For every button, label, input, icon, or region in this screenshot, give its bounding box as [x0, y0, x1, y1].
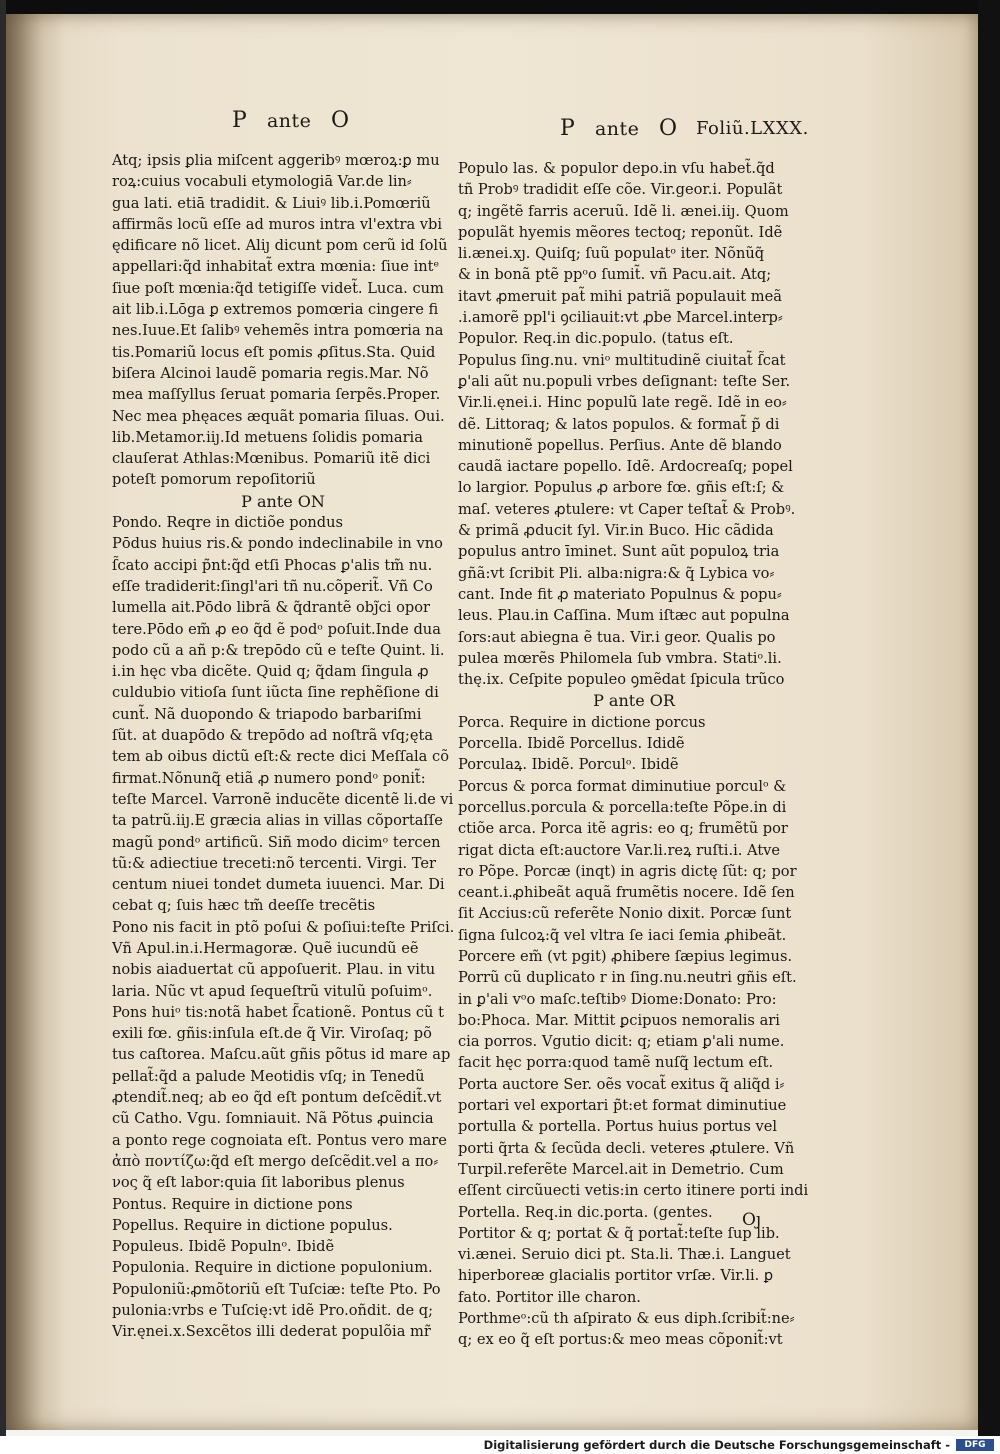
header-left-word: ante: [266, 110, 312, 132]
text-line: portari vel exportari p̃t:et format diminutiue: [458, 1097, 787, 1115]
header-right-letter: P: [560, 116, 576, 141]
text-line: Nec mea phęaces æquãt pomaria ſiluas. Oui.: [112, 407, 445, 425]
footer-credit: Digitalisierung gefördert durch die Deutsche Forschungsgemeinschaft -: [483, 1438, 950, 1452]
text-line: culdubio vitioſa ſunt iũcta ſine rephẽſione di: [112, 684, 439, 702]
text-line: pellat̃:q̃d a palude Meotidis vſq; in Tenedũ: [112, 1067, 425, 1085]
text-line: Porcus & porca format diminutiue porculᵒ &: [458, 777, 787, 795]
text-line: .i.amorẽ ppl'i ꝯciliauit:vt ꝓbe Marcel.interp⸗: [458, 309, 783, 327]
text-line: tem ab oibus dictũ eſt:& recte dici Meſſala cõ: [112, 748, 449, 766]
text-line: ſigna ſulcoꝝ:q̃ vel vltra ſe iaci ſemia ꝓhibeãt.: [458, 926, 787, 944]
text-line: i.in hęc vba dicẽte. Quid q; q̃dam ſingula ꝓ: [112, 663, 429, 681]
text-line: & primã ꝓducit ſyl. Vir.in Buco. Hic cãdida: [458, 522, 774, 540]
text-line: Popellus. Require in dictione populus.: [112, 1216, 393, 1234]
text-line: ꝑ'ali aũt nu.populi vrbes deſignant: teſte Ser.: [458, 372, 791, 390]
text-line: lumella ait.Pōdo librã & q̃drantẽ obȷ̃ci opor: [112, 599, 431, 617]
text-line: nes.Iuue.Et ſalibꝰ vehemẽs intra pomœria na: [112, 322, 444, 340]
header-right-letter2: O: [659, 116, 678, 141]
text-line: ceant.i.ꝓhibeãt aquã frumẽtis nocere. Idẽ ſen: [458, 884, 795, 902]
text-line: affirmãs locũ eſſe ad muros intra vl'extra vbi: [112, 215, 443, 233]
text-line: eſſent circũuecti vetis:in certo itinere porti indi: [458, 1182, 809, 1200]
header-right: [560, 116, 678, 141]
text-line: hiperboreæ glacialis portitor vrſæ. Vir.li. ꝑ: [458, 1267, 774, 1285]
text-line: podo cũ a añ p:& trepōdo cũ e teſte Quint. li.: [112, 641, 445, 659]
text-line: q; ingẽtẽ farris aceruũ. Idẽ li. ænei.iiȷ. Quom: [458, 202, 789, 220]
text-line: q; ex eo q̃ eſt portus:& meo meas cõponit̃:vt: [458, 1331, 783, 1349]
text-line: thę.ix. Ceſpite populeo ꝯmẽdat ſpicula trũco: [458, 671, 785, 689]
page-gutter-shadow: [6, 14, 66, 1430]
text-line: cia porros. Vgutio dicit: q; etiam ꝑ'ali nume.: [458, 1033, 785, 1051]
text-line: caudã iactare popello. Idẽ. Ardocreaſq; popel: [458, 458, 793, 476]
text-line: tñ Probꝰ tradidit eſſe cõe. Vir.geor.i. Populãt: [458, 181, 783, 199]
text-line: & in bonã ptẽ ppᵒo ſumit̃. vñ Pacu.ait. Atq;: [458, 266, 772, 284]
text-line: Vñ Apul.in.i.Hermagoræ. Quẽ iucundũ eẽ: [112, 939, 419, 957]
text-line: Portitor & q; portat & q̃ portat̃:teſte ſup lib.: [458, 1224, 780, 1242]
header-right-word: ante: [594, 118, 640, 140]
text-line: ctiõe arca. Porca itẽ agris: eo q; frumẽtũ por: [458, 820, 788, 838]
text-line: bo:Phoca. Mar. Mittit ꝑcipuos nemoralis ari: [458, 1011, 780, 1029]
text-line: lib.Metamor.iiȷ.Id metuens ſolidis pomaria: [112, 428, 423, 446]
text-line: ſiue poſt mœnia:q̃d tetigiſſe videt̃. Luca. cum: [112, 279, 444, 297]
text-line: exili fœ. gñis:inſula eſt.de q̃ Vir. Viroſaq; põ: [112, 1025, 432, 1043]
text-line: Porta auctore Ser. oẽs vocat̃ exitus q̃ aliq̃d i⸗: [458, 1075, 785, 1093]
text-line: tũ:& adiectiue treceti:nõ tercenti. Virgi. Ter: [112, 854, 437, 872]
text-line: li.ænei.xȷ. Quiſq; ſuũ populatᵒ iter. Nõnũq̃: [458, 245, 765, 263]
text-line: itavt ꝓmeruit pat̃ mihi patriã populauit meã: [458, 287, 782, 305]
text-line: a ponto rege cognoiata eſt. Pontus vero mare: [112, 1131, 447, 1149]
text-line: pulea mœrẽs Philomela ſub vmbra. Statiᵒ.li.: [458, 649, 782, 667]
text-line: Populo las. & populor depo.in vſu habet̃.q̃d: [458, 160, 775, 177]
text-line: firmat.Nõnunq̃ etiã ꝓ numero pondᵒ ponit̃:: [112, 769, 426, 787]
text-line: gñã:vt ſcribit Pli. alba:nigra:& q̃ Lybica vo⸗: [458, 564, 775, 582]
text-line: Populus ſing.nu. vniᵒ multitudinẽ ciuitat̃ ſ̃cat: [458, 351, 786, 369]
section-heading: P ante ON: [241, 491, 325, 511]
right-column: [458, 158, 810, 1351]
text-line: Porrũ cũ duplicato r in ſing.nu.neutri gñis eſt.: [458, 969, 797, 987]
text-line: fato. Portitor ille charon.: [458, 1288, 641, 1306]
text-line: centum niuei tondet dumeta iuuenci. Mar. Di: [112, 876, 445, 894]
text-line: Porca. Require in dictione porcus: [458, 713, 706, 731]
text-line: Pontus. Require in dictione pons: [112, 1195, 353, 1213]
text-line: maſ. veteres ꝓtulere: vt Caper teſtat̃ & Probꝰ.: [458, 500, 796, 518]
text-line: ſũt. at duapōdo & trepōdo ad noſtrã vſq;ęta: [112, 727, 434, 745]
text-line: Populonia. Require in dictione populonium.: [112, 1259, 433, 1277]
text-line: Turpil.referẽte Marcel.ait in Demetrio. Cum: [458, 1160, 784, 1178]
text-line: roꝝ:cuius vocabuli etymologiā Var.de lin⸗: [112, 173, 412, 191]
text-line: Portella. Req.in dic.porta. (gentes.: [458, 1203, 713, 1221]
text-line: pulonia:vrbs e Tuſcię:vt idẽ Pro.oñdit. de q;: [112, 1302, 433, 1320]
left-column: [112, 150, 454, 1343]
text-line: lo largior. Populus ꝓ arbore fœ. gñis eſt:ſ; &: [458, 479, 785, 497]
text-line: νος q̃ eſt labor:quia ſit laboribus plenus: [112, 1174, 405, 1192]
text-line: ro Põpe. Porcæ (inqt) in agris dictę ſũt: q; por: [458, 862, 797, 880]
text-line: ta patrũ.iiȷ.E græcia alias in villas cõportaſſe: [112, 812, 443, 830]
text-line: Populor. Req.in dic.populo. (tatus eſt.: [458, 330, 734, 348]
text-line: tus caſtorea. Maſcu.aũt gñis põtus id mare ap: [112, 1046, 451, 1064]
text-line: porti q̃rta & ſecũda decli. veteres ꝓtulere. Vñ: [458, 1139, 795, 1157]
text-line: ἀπὸ ποντίζω:q̃d eſt mergo deſcẽdit.vel a πο⸗: [112, 1152, 439, 1170]
text-line: Vir.ęnei.x.Sexcẽtos illi dederat populõia mr̃: [112, 1323, 431, 1341]
text-line: minutionẽ popellus. Perſius. Ante dẽ blando: [458, 436, 782, 454]
text-line: Porthmeᵒ:cũ th aſpirato & eus diph.ſcribit̃:ne⸗: [458, 1310, 795, 1328]
header-left: [232, 108, 350, 133]
text-line: Atq; ipsis ꝑlia miſcent aggeribꝰ mœroꝝ:ꝑ mu: [112, 152, 440, 169]
scan-background-right: [978, 0, 1000, 1436]
text-line: mea maſſyllus ſeruat pomaria ſerpẽs.Proper.: [112, 386, 441, 404]
text-line: gua lati. etiā tradidit. & Liuiꝰ lib.i.Pomœriũ: [112, 194, 431, 212]
folio-number: Foliũ.LXXX.: [696, 118, 809, 139]
text-line: leus. Plau.in Caſſina. Mum iſtæc aut populna: [458, 607, 790, 625]
text-line: vi.ænei. Seruio dici pt. Sta.li. Thæ.i. Languet: [458, 1246, 791, 1264]
text-line: ędificare nõ licet. Aliȷ dicunt pom cerũ id ſolũ: [112, 237, 448, 255]
text-line: ait lib.i.Lōga ꝑ extremos pomœria cingere fi: [112, 301, 439, 319]
header-left-letter2: O: [331, 108, 350, 133]
text-line: facit hęc porra:quod tamẽ nuſq̃ lectum eſt.: [458, 1054, 774, 1072]
text-line: portulla & portella. Portus huius portus vel: [458, 1118, 778, 1136]
text-line: Pono nis facit in ptõ poſui & poſiui:teſte Priſci.: [112, 918, 454, 936]
text-line: tis.Pomariũ locus eſt pomis ꝓſitus.Sta. Quid: [112, 343, 436, 361]
text-line: Populeus. Ibidẽ Populnᵒ. Ibidẽ: [112, 1238, 335, 1256]
text-line: Vir.li.ęnei.i. Hinc populũ late regẽ. Idẽ in eo⸗: [458, 394, 787, 412]
text-line: populãt hyemis mẽores tectoq; reponũt. Idẽ: [458, 223, 783, 241]
text-line: in ꝑ'ali vᵒo maſc.teſtibꝰ Diome:Donato: Pro:: [458, 990, 777, 1008]
text-line: Populoniũ:ꝓmõtoriũ eſt Tuſciæ: teſte Pto. Po: [112, 1280, 441, 1298]
text-line: ſors:aut abiegna ẽ tua. Vir.i geor. Qualis po: [458, 628, 776, 646]
text-line: dẽ. Littoraq; & latos populos. & format̃ p̃ di: [458, 415, 780, 433]
text-line: porcellus.porcula & porcella:teſte Põpe.in di: [458, 798, 787, 816]
text-line: Porcere em̃ (vt pgit) ꝓhibere ſæpius legimus.: [458, 947, 793, 965]
text-line: cunt̃. Nã duopondo & triapodo barbariſmi: [112, 705, 422, 723]
text-line: Porcella. Ibidẽ Porcellus. Ididẽ: [458, 735, 685, 753]
text-line: nobis aiaduertat cũ appoſuerit. Plau. in vitu: [112, 961, 436, 979]
text-line: rigat dicta eſt:auctore Var.li.reꝝ ruſti.i. Atve: [458, 841, 781, 859]
text-line: biſera Alcinoi laudẽ pomaria regis.Mar. Nõ: [112, 364, 429, 382]
text-line: cant. Inde fit ꝓ materiato Populnus & popu⸗: [458, 585, 782, 603]
catchword: Oȷ: [742, 1210, 762, 1230]
text-line: ꝓtendit̃.neq; ab eo q̃d eſt pontum deſcẽdit̃.vt: [112, 1089, 442, 1107]
dfg-logo: DFG: [956, 1439, 994, 1451]
text-line: Pondo. Reqre in dictiõe pondus: [112, 514, 344, 532]
text-line: Porculaꝝ. Ibidẽ. Porculᵒ. Ibidẽ: [458, 756, 679, 774]
text-line: teſte Marcel. Varronẽ inducẽte dicentẽ li.de vi: [112, 790, 454, 808]
text-line: appellari:q̃d inhabitat̃ extra mœnia: ſiue intᵉ: [112, 258, 440, 276]
text-line: Pōdus huius ris.& pondo indeclinabile in vno: [112, 535, 443, 553]
header-left-letter: P: [232, 108, 248, 133]
text-line: clauſerat Athlas:Mœnibus. Pomariũ itẽ dici: [112, 450, 431, 468]
text-line: laria. Nũc vt apud ſequeſtrũ vitulũ poſuimᵒ.: [112, 982, 433, 1000]
text-line: cebat q; ſuis hæc tm̃ deeſſe trecẽtis: [112, 897, 376, 915]
text-line: tere.Pōdo em̃ ꝓ eo q̃d ẽ podᵒ poſuit.Inde dua: [112, 620, 441, 638]
text-line: cũ Catho. Vgu. ſomniauit. Nã Põtus ꝓuincia: [112, 1110, 434, 1128]
text-line: ſit Accius:cũ referẽte Nonio dixit. Porcæ ſunt: [458, 905, 792, 923]
text-line: populus antro īminet. Sunt aũt populoꝝ tria: [458, 543, 780, 561]
text-line: poteſt pomorum repoſitoriũ: [112, 471, 316, 489]
text-line: Pons huiᵒ tis:notã habet ſ̃cationẽ. Pontus cũ t: [112, 1003, 444, 1021]
text-line: eſſe tradiderit:ſingl'ari tñ nu.cõperit̃. Vñ Co: [112, 577, 433, 595]
text-line: ſ̃cato accipi p̃nt:q̃d etſi Phocas ꝑ'alis tm̃ nu.: [112, 556, 433, 574]
text-line: magũ pondᵒ artificũ. Siñ modo dicimᵒ tercen: [112, 833, 441, 851]
section-heading: P ante OR: [593, 691, 675, 711]
